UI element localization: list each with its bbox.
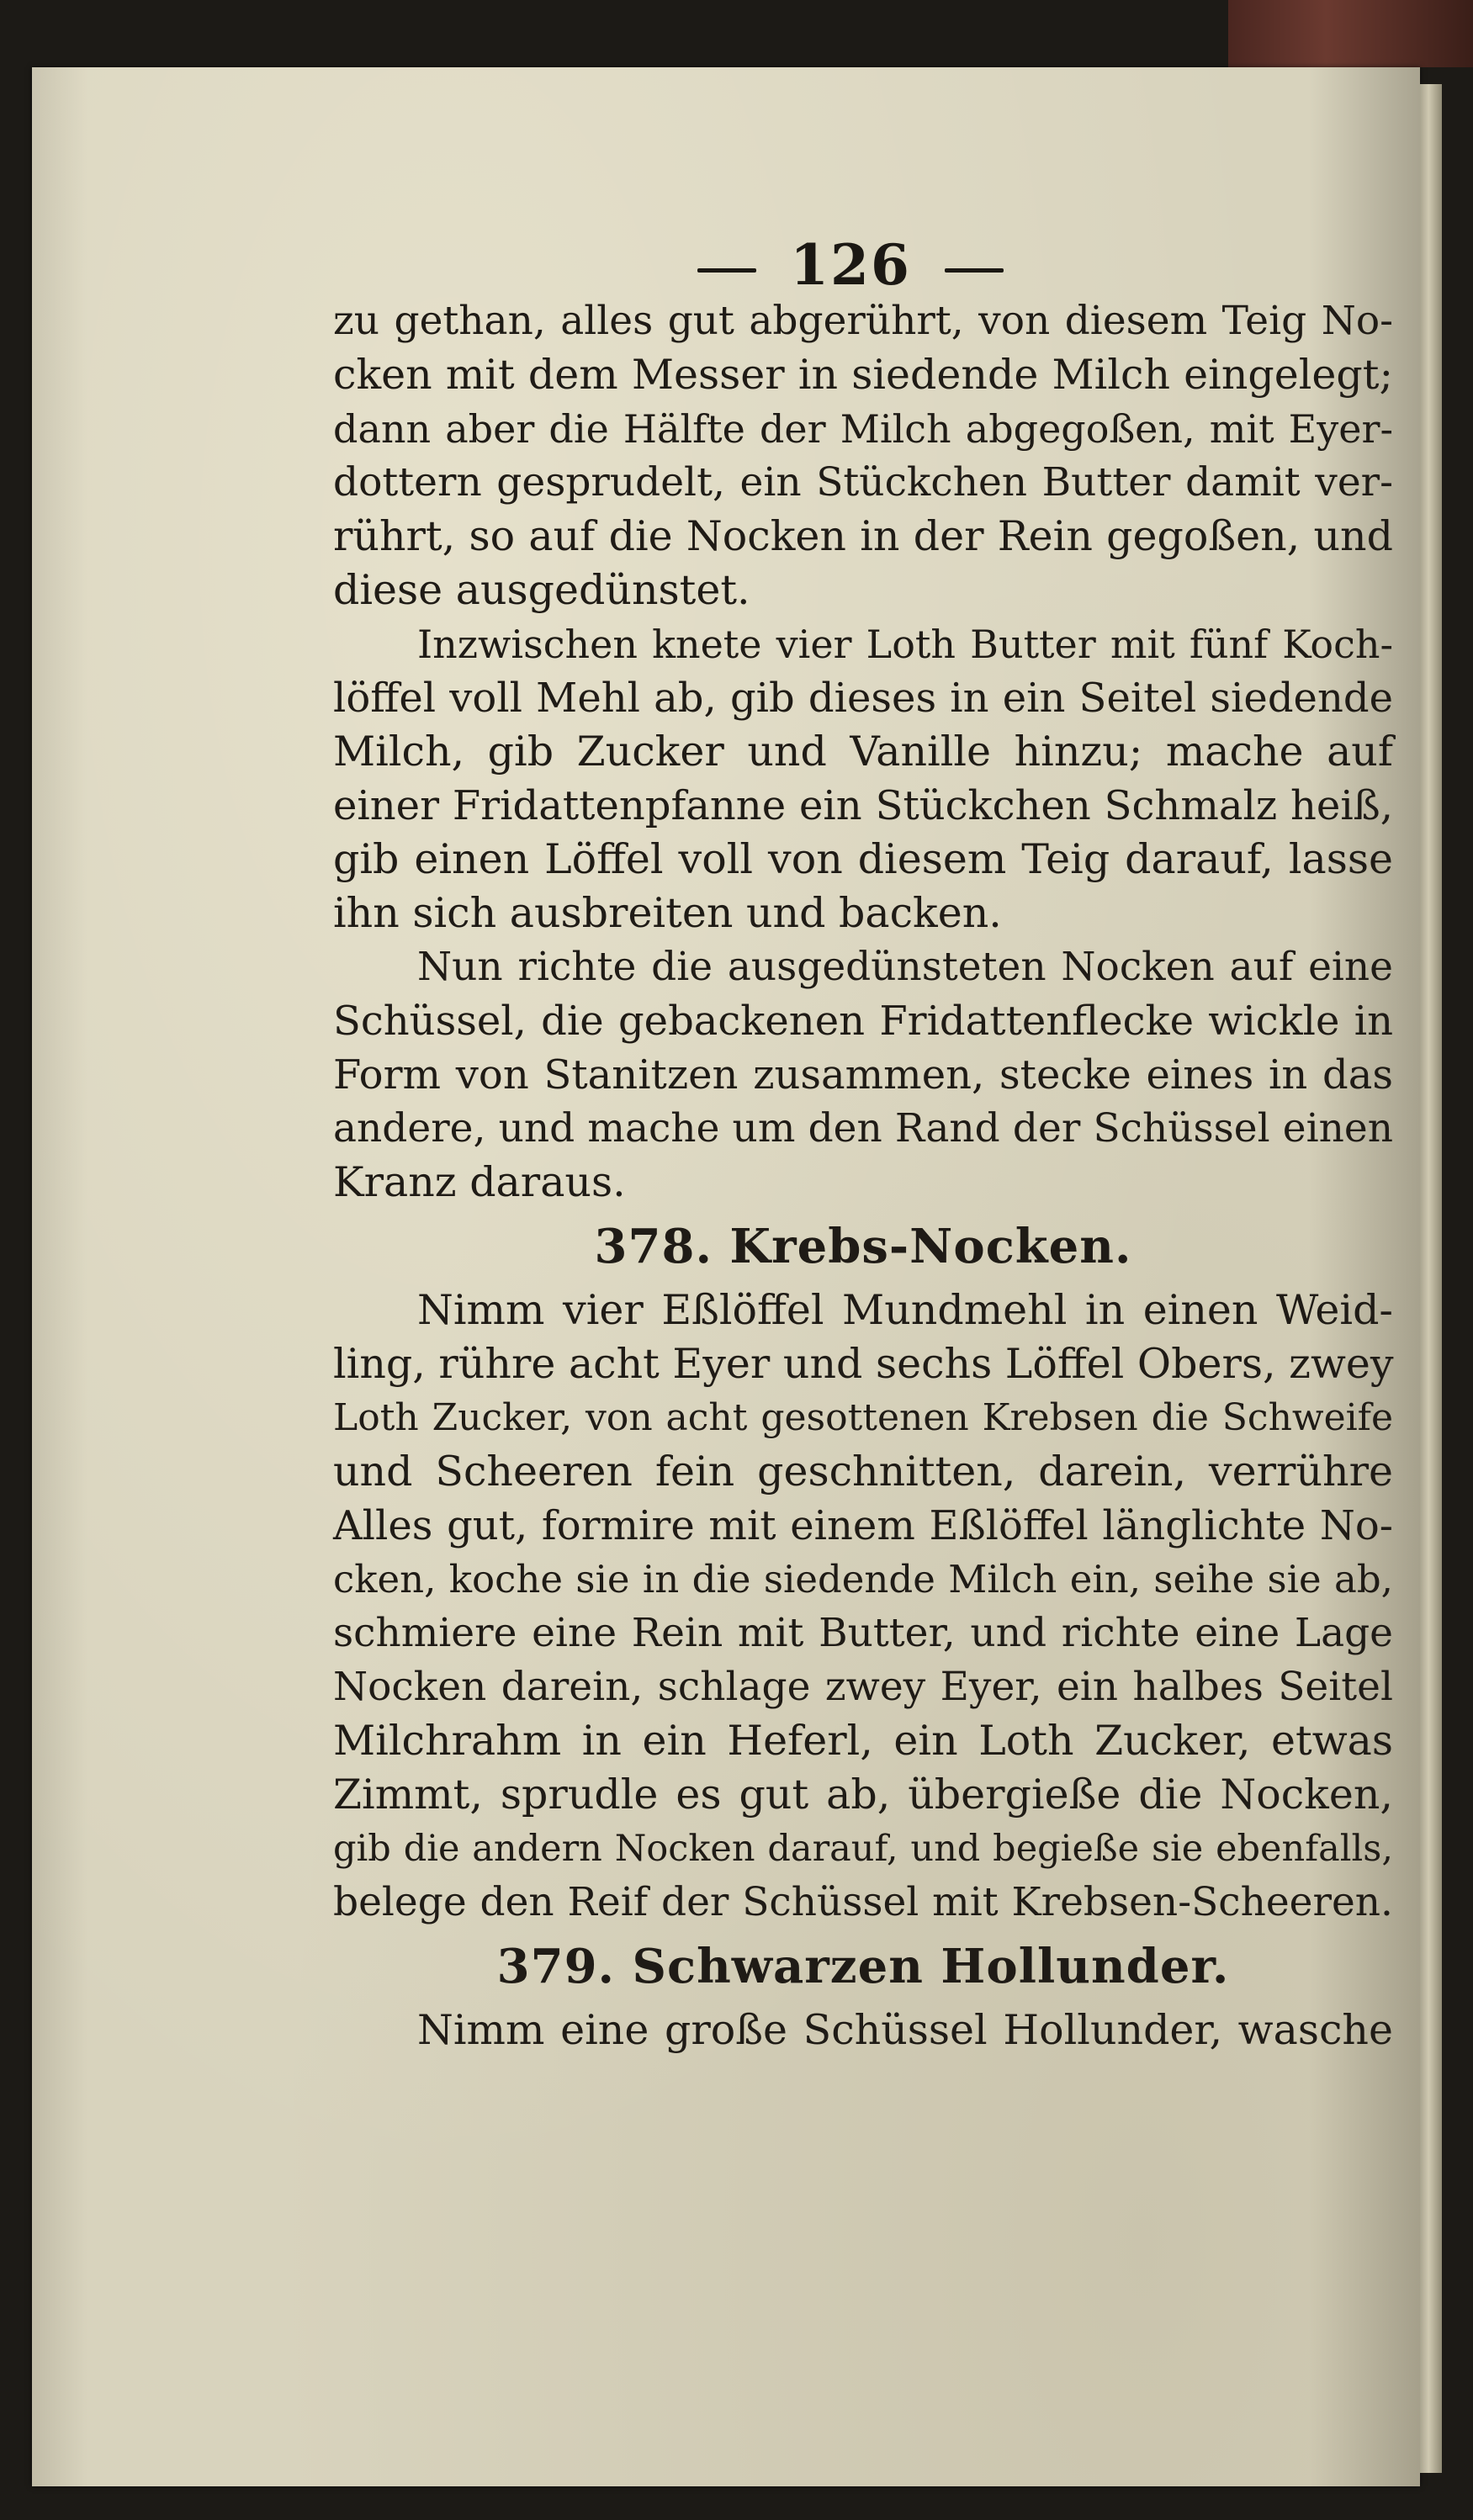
text-line: Kranz daraus. xyxy=(333,1158,626,1206)
book-cover-edge xyxy=(1228,0,1473,67)
text-line: gib die andern Nocken darauf, und begieße sie ebenfalls, xyxy=(333,1828,1393,1870)
text-line: cken, koche sie in die siedende Milch ein, seihe sie ab, xyxy=(333,1557,1393,1601)
text-line: cken mit dem Messer in siedende Milch eingelegt; xyxy=(333,351,1393,399)
text-line: Nocken darein, schlage zwey Eyer, ein halbes Seitel xyxy=(333,1664,1393,1710)
text-line: dann aber die Hälfte der Milch abgegoßen, mit Eyer- xyxy=(333,406,1393,452)
page-number-value: 126 xyxy=(790,232,911,298)
text-line: Milchrahm in ein Heferl, ein Loth Zucker, etwas xyxy=(333,1717,1393,1765)
text-line: ihn sich ausbreiten und backen. xyxy=(333,889,1002,937)
text-line: und Scheeren fein geschnitten, darein, verrühre xyxy=(333,1448,1393,1496)
text-line: andere, und mache um den Rand der Schüssel einen xyxy=(333,1105,1393,1151)
text-line: Schüssel, die gebackenen Fridattenflecke wickle in xyxy=(333,998,1393,1045)
text-line: zu gethan, alles gut abgerührt, von diesem Teig No- xyxy=(333,298,1393,344)
paragraph-nun-richte xyxy=(333,940,1393,1210)
page-number-right-ornament xyxy=(945,268,1004,273)
text-line: diese ausgedünstet. xyxy=(333,566,750,614)
text-line: gib einen Löffel voll von diesem Teig darauf, lasse xyxy=(333,835,1393,883)
text-line: Loth Zucker, von acht gesottenen Krebsen die Schweife xyxy=(333,1396,1393,1439)
page-number-left-ornament xyxy=(697,268,756,273)
text-line: einer Fridattenpfanne ein Stückchen Schmalz heiß, xyxy=(333,782,1393,829)
text-line: Inzwischen knete vier Loth Butter mit fünf Koch- xyxy=(417,622,1393,667)
text-line: Zimmt, sprudle es gut ab, übergieße die Nocken, xyxy=(333,1771,1393,1819)
text-line: ling, rühre acht Eyer und sechs Löffel Obers, zwey xyxy=(333,1340,1394,1388)
text-line: Nimm vier Eßlöffel Mundmehl in einen Weid- xyxy=(417,1286,1393,1334)
text-line: Alles gut, formire mit einem Eßlöffel länglichte No- xyxy=(333,1502,1393,1549)
page-stack-edge xyxy=(1420,84,1442,2473)
text-line: Nimm eine große Schüssel Hollunder, wasche xyxy=(417,2006,1393,2054)
text-line: belege den Reif der Schüssel mit Krebsen-Scheeren. xyxy=(333,1879,1393,1925)
recipe-heading-378: 378. Krebs-Nocken. xyxy=(594,1219,1132,1274)
text-line: schmiere eine Rein mit Butter, und richte eine Lage xyxy=(333,1610,1393,1656)
text-line: Milch, gib Zucker und Vanille hinzu; mache auf xyxy=(333,728,1393,776)
recipe-378-body xyxy=(333,1284,1393,1930)
text-line: rührt, so auf die Nocken in der Rein gegoßen, und xyxy=(333,512,1393,560)
recipe-379-body xyxy=(333,2004,1393,2057)
recipe-heading-379: 379. Schwarzen Hollunder. xyxy=(496,1939,1230,1994)
page-text xyxy=(333,232,1394,2057)
text-line: Nun richte die ausgedünsteten Nocken auf eine xyxy=(417,944,1393,990)
page-number xyxy=(308,232,1393,298)
paragraph-continuation xyxy=(333,294,1393,617)
text-line: Form von Stanitzen zusammen, stecke eines in das xyxy=(333,1051,1393,1099)
text-line: löffel voll Mehl ab, gib dieses in ein Seitel siedende xyxy=(333,675,1393,722)
paragraph-inzwischen xyxy=(333,617,1393,940)
text-line: dottern gesprudelt, ein Stückchen Butter damit ver- xyxy=(333,459,1393,506)
